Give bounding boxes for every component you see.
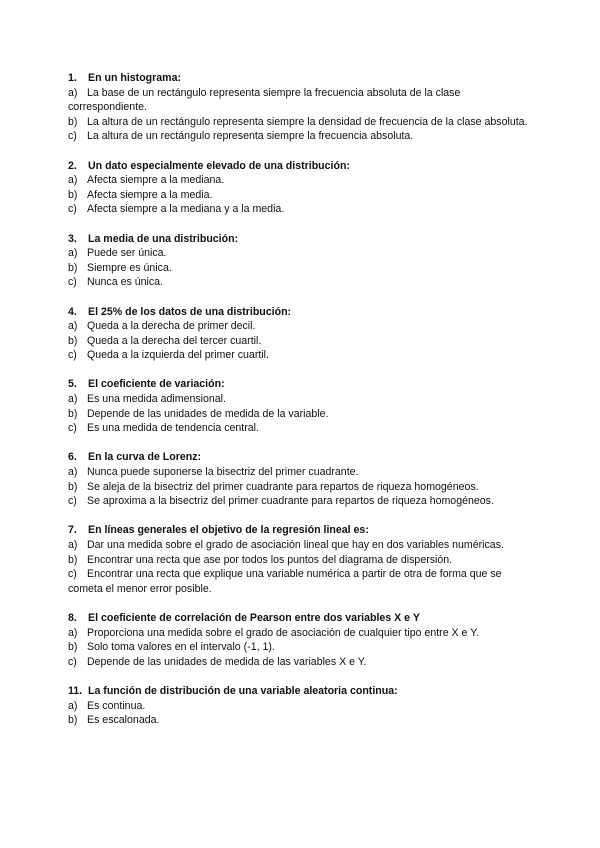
- option-text: La base de un rectángulo representa siempre la frecuencia absoluta de la clase correspondiente.: [68, 86, 461, 114]
- question-block: [68, 684, 532, 728]
- answer-option: [68, 494, 532, 509]
- question-block: [68, 611, 532, 669]
- question-number: 5.: [68, 378, 77, 391]
- question-number: 1.: [68, 72, 77, 84]
- question-title: En líneas generales el objetivo de la regresión lineal es:: [88, 524, 369, 537]
- option-letter: c): [68, 655, 77, 668]
- option-text: Es una medida adimensional.: [87, 393, 226, 406]
- option-letter: b): [68, 261, 78, 274]
- option-text: Depende de las unidades de medida de las variables X e Y.: [87, 655, 367, 668]
- option-letter: a): [68, 393, 78, 406]
- question-heading: [68, 232, 532, 247]
- option-letter: a): [68, 699, 78, 712]
- question-heading: [68, 305, 532, 320]
- question-heading: [68, 684, 532, 699]
- option-letter: c): [68, 276, 77, 289]
- answer-option: [68, 129, 532, 144]
- question-heading: [68, 611, 532, 626]
- option-letter: c): [68, 568, 77, 581]
- option-text: Queda a la derecha del tercer cuartil.: [87, 334, 262, 347]
- option-text: Nunca puede suponerse la bisectriz del primer cuadrante.: [87, 466, 359, 479]
- answer-option: [68, 465, 532, 480]
- answer-option: [68, 392, 532, 407]
- question-number: 3.: [68, 232, 77, 245]
- answer-option: [68, 275, 532, 290]
- question-block: [68, 71, 532, 144]
- answer-option: [68, 246, 532, 261]
- answer-option: [68, 538, 532, 553]
- answer-option: [68, 319, 532, 334]
- option-text: La altura de un rectángulo representa siempre la frecuencia absoluta.: [87, 130, 414, 143]
- option-text: Puede ser única.: [87, 247, 167, 260]
- answer-option: [68, 348, 532, 363]
- option-text: Se aproxima a la bisectriz del primer cuadrante para repartos de riqueza homogéneos.: [87, 495, 494, 508]
- option-letter: a): [68, 466, 78, 479]
- question-block: [68, 305, 532, 363]
- question-heading: [68, 523, 532, 538]
- answer-option: [68, 334, 532, 349]
- option-text: Afecta siempre a la media.: [87, 188, 213, 201]
- option-text: Se aleja de la bisectriz del primer cuadrante para repartos de riqueza homogéneos.: [87, 480, 479, 493]
- option-letter: b): [68, 407, 78, 420]
- option-letter: a): [68, 320, 78, 333]
- answer-option: [68, 640, 532, 655]
- answer-option: [68, 407, 532, 422]
- question-title: El coeficiente de variación:: [88, 378, 225, 391]
- answer-option: [68, 567, 532, 596]
- option-text: Dar una medida sobre el grado de asociación lineal que hay en dos variables numéricas.: [87, 539, 504, 551]
- question-heading: [68, 71, 532, 86]
- option-letter: a): [68, 539, 78, 551]
- option-text: Es una medida de tendencia central.: [87, 422, 259, 435]
- answer-option: [68, 655, 532, 670]
- answer-option: [68, 188, 532, 203]
- option-text: Queda a la derecha de primer decil.: [87, 320, 256, 333]
- question-title: El 25% de los datos de una distribución:: [88, 305, 292, 318]
- option-letter: c): [68, 495, 77, 508]
- option-letter: a): [68, 626, 78, 639]
- question-title: En un histograma:: [88, 72, 181, 84]
- answer-option: [68, 480, 532, 495]
- option-text: Proporciona una medida sobre el grado de asociación de cualquier tipo entre X e Y.: [87, 626, 479, 639]
- option-letter: b): [68, 115, 78, 128]
- option-text: Es escalonada.: [87, 714, 160, 727]
- answer-option: [68, 261, 532, 276]
- option-letter: c): [68, 422, 77, 435]
- question-block: [68, 232, 532, 290]
- question-title: Un dato especialmente elevado de una distribución:: [88, 159, 350, 172]
- question-title: El coeficiente de correlación de Pearson entre dos variables X e Y: [88, 611, 420, 624]
- question-title: La media de una distribución:: [88, 232, 239, 245]
- answer-option: [68, 626, 532, 641]
- question-heading: [68, 377, 532, 392]
- question-title: En la curva de Lorenz:: [88, 451, 202, 464]
- option-text: Afecta siempre a la mediana y a la media.: [87, 203, 285, 216]
- option-text: Siempre es única.: [87, 261, 172, 274]
- question-title: La función de distribución de una variable aleatoria continua:: [88, 684, 398, 697]
- option-text: Queda a la izquierda del primer cuartil.: [87, 349, 269, 362]
- question-block: [68, 523, 532, 596]
- option-letter: c): [68, 203, 77, 216]
- option-letter: b): [68, 553, 78, 566]
- answer-option: [68, 421, 532, 436]
- answer-option: [68, 202, 532, 217]
- answer-option: [68, 553, 532, 568]
- option-letter: b): [68, 334, 78, 347]
- option-text: Encontrar una recta que explique una variable numérica a partir de otra de forma que se cometa el menor error posible.: [68, 568, 502, 595]
- question-number: 2.: [68, 159, 77, 172]
- option-letter: a): [68, 86, 78, 99]
- option-text: Depende de las unidades de medida de la variable.: [87, 407, 329, 420]
- option-letter: b): [68, 641, 78, 654]
- option-letter: c): [68, 130, 77, 143]
- option-letter: b): [68, 480, 78, 493]
- question-number: 6.: [68, 451, 77, 464]
- question-heading: [68, 159, 532, 174]
- question-number: 8.: [68, 611, 77, 624]
- option-text: Nunca es única.: [87, 276, 163, 289]
- option-text: Es continua.: [87, 699, 146, 712]
- quiz-document: [68, 71, 532, 742]
- option-letter: b): [68, 188, 78, 201]
- option-letter: b): [68, 714, 78, 727]
- answer-option: [68, 86, 532, 115]
- question-number: 11.: [68, 684, 83, 697]
- option-text: Encontrar una recta que ase por todos los puntos del diagrama de dispersión.: [87, 553, 453, 566]
- option-text: La altura de un rectángulo representa siempre la densidad de frecuencia de la clase absoluta.: [87, 115, 528, 128]
- option-letter: a): [68, 174, 78, 187]
- question-block: [68, 377, 532, 435]
- question-block: [68, 450, 532, 508]
- question-heading: [68, 450, 532, 465]
- answer-option: [68, 173, 532, 188]
- answer-option: [68, 699, 532, 714]
- option-letter: c): [68, 349, 77, 362]
- option-text: Afecta siempre a la mediana.: [87, 174, 225, 187]
- answer-option: [68, 713, 532, 728]
- option-text: Solo toma valores en el intervalo (-1, 1).: [87, 641, 275, 654]
- question-number: 7.: [68, 524, 77, 537]
- question-number: 4.: [68, 305, 77, 318]
- question-block: [68, 159, 532, 217]
- answer-option: [68, 115, 532, 130]
- option-letter: a): [68, 247, 78, 260]
